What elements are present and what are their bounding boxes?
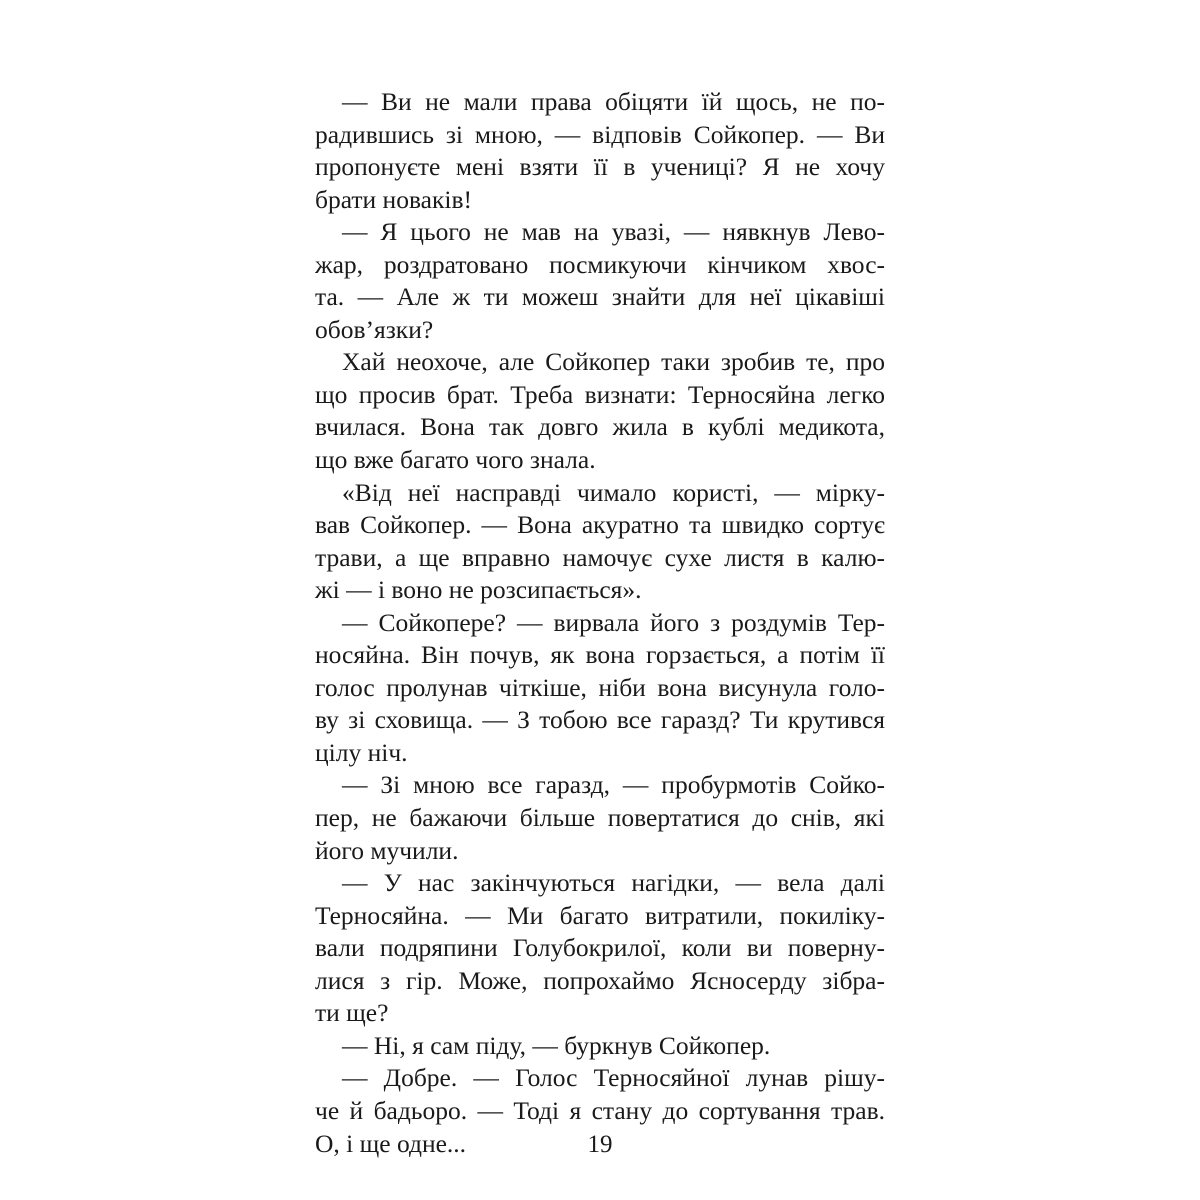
paragraph: [315, 867, 885, 1030]
text-line: «Від неї насправді чимало користі, — мірку-: [342, 477, 885, 507]
paragraph: [315, 346, 885, 476]
paragraph: [315, 607, 885, 770]
text-line: ти ще?: [315, 998, 389, 1028]
text-line: що просив брат. Треба визнати: Терносяйна легко: [315, 379, 885, 409]
text-line: — Я цього не мав на увазі, — нявкнув Лево-: [342, 217, 885, 247]
text-line: вали подряпини Голубокрилої, коли ви поверну-: [315, 933, 885, 963]
text-line: цілу ніч.: [315, 737, 408, 767]
paragraph: [315, 477, 885, 607]
text-line: радившись зі мною, — відповів Сойкопер. — Ви: [315, 119, 885, 149]
text-line: — Сойкопере? — вирвала його з роздумів Тер-: [342, 607, 885, 637]
page-number: 19: [587, 1131, 613, 1158]
text-line: трави, а ще вправно намочує сухе листя в калю-: [315, 542, 885, 572]
paragraph: [315, 769, 885, 867]
text-line: — Ви не мали права обіцяти їй щось, не по-: [342, 87, 885, 116]
text-line: голос пролунав чіткіше, ніби вона висунула голо-: [315, 672, 885, 702]
paragraph: [315, 86, 885, 216]
text-line: ву зі сховища. — З тобою все гаразд? Ти крутився: [315, 705, 885, 735]
text-line: вав Сойкопер. — Вона акуратно та швидко сортує: [315, 510, 885, 540]
text-line: носяйна. Він почув, як вона горзається, а потім її: [315, 640, 885, 670]
text-line: Терносяйна. — Ми багато витратили, покиліку-: [315, 900, 885, 930]
text-line: — Зі мною все гаразд, — пробурмотів Сойко-: [342, 770, 885, 800]
text-line: лися з гір. Може, попрохаймо Ясносерду зібра-: [315, 965, 885, 995]
text-line: пропонуєте мені взяти її в учениці? Я не хочу: [315, 152, 885, 182]
text-line: пер, не бажаючи більше повертатися до снів, які: [315, 803, 885, 833]
text-line: що вже багато чого знала.: [315, 445, 596, 475]
text-line: — Ні, я сам піду, — буркнув Сойкопер.: [342, 1030, 771, 1060]
text-line: че й бадьоро. — Тоді я стану до сортування трав.: [315, 1095, 885, 1125]
text-line: та. — Але ж ти можеш знайти для неї цікавіші: [315, 282, 885, 312]
text-line: О, і ще одне...: [315, 1128, 467, 1158]
text-line: його мучили.: [315, 835, 459, 865]
paragraph: [315, 1030, 885, 1063]
text-line: Хай неохоче, але Сойкопер таки зробив те, про: [342, 347, 885, 377]
text-line: жі — і воно не розсипається».: [315, 575, 642, 605]
page-body-text: [315, 86, 885, 1160]
text-line: — Добре. — Голос Терносяйної лунав рішу-: [342, 1063, 885, 1093]
text-line: брати новаків!: [315, 184, 472, 214]
text-line: вчилася. Вона так довго жила в кублі медикота,: [315, 412, 885, 442]
text-line: обов’язки?: [315, 314, 434, 344]
text-line: — У нас закінчуються нагідки, — вела далі: [342, 868, 885, 898]
paragraph: [315, 216, 885, 346]
text-line: жар, роздратовано посмикуючи кінчиком хвос-: [315, 249, 885, 279]
